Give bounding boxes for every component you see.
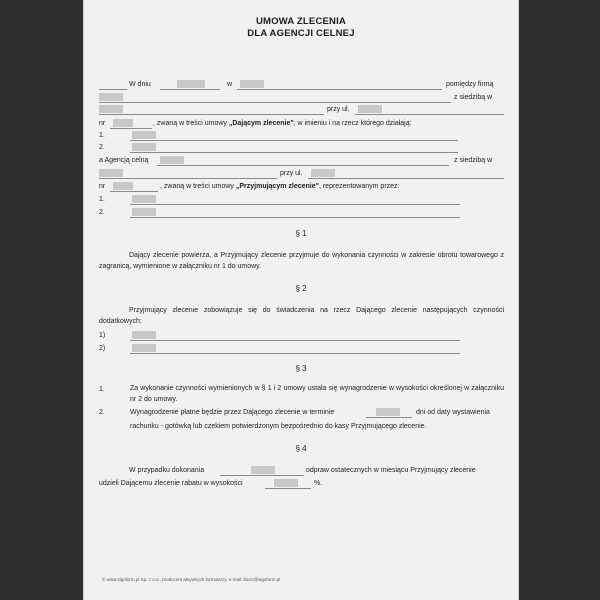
item-2b-number: 2. (99, 209, 105, 216)
agency-street-fill (311, 169, 335, 177)
agency-seat-field[interactable] (99, 178, 277, 179)
s3-text-2-post: dni od daty wystawienia (416, 409, 490, 416)
agency-field[interactable] (157, 165, 449, 166)
place-field-fill (240, 80, 264, 88)
agency-street-field[interactable] (308, 178, 504, 179)
discount-field[interactable] (265, 488, 311, 489)
label-w-dniu: W dniu (129, 81, 151, 88)
s4-text-pre: W przypadku dokonania (129, 467, 205, 474)
representative-2-field[interactable] (130, 152, 458, 153)
representative-2-fill (132, 143, 156, 151)
section-1-text: Dający zlecenie powierza, a Przyjmujący zlecenie przyjmuje do wykonania czynności w zakresie obrotu towarowego z zagranicą, wymienione w załączniku nr 1 do umowy. (99, 252, 504, 270)
payment-days-fill (376, 408, 400, 416)
item-1b-number: 1. (99, 196, 105, 203)
section-4-heading: § 4 (295, 444, 307, 453)
agency-rep-1-fill (132, 195, 156, 203)
company-field-fill (99, 93, 123, 101)
s4-text-mid: odpraw ostatecznych w miesiącu Przyjmujący zlecenie (306, 467, 476, 474)
s4-text-2-pre: udzieli Dającemu zlecenie rabatu w wysokości (99, 480, 243, 487)
agency-rep-2-field[interactable] (130, 217, 460, 218)
label-pomiedzy: pomiędzy firmą (446, 81, 494, 88)
title-line-2: DLA AGENCJI CELNEJ (247, 28, 355, 39)
representative-1-fill (132, 131, 156, 139)
street-field-fill (358, 105, 382, 113)
s4-text-2-post: %. (314, 480, 323, 487)
date-field-fill (177, 80, 205, 88)
street-field[interactable] (355, 114, 504, 115)
title-line-1: UMOWA ZLECENIA (255, 16, 347, 27)
clearances-count-fill (251, 466, 275, 474)
section-3-heading: § 3 (295, 364, 307, 373)
item-2-number: 2. (99, 144, 105, 151)
s2-item-1-fill (132, 331, 156, 339)
representative-1-field[interactable] (130, 140, 458, 141)
company-field[interactable] (99, 102, 451, 103)
seat-field-fill (99, 105, 123, 113)
number-field-fill (113, 119, 133, 127)
item-1-number: 1. (99, 132, 105, 139)
label-nr: nr (99, 120, 106, 127)
place-field[interactable] (237, 89, 442, 90)
label-przy-ul-2: przy ul. (280, 170, 303, 177)
document-page (83, 0, 519, 600)
s2-item-1-number: 1) (99, 332, 106, 339)
label-przy-ul: przy ul. (327, 106, 350, 113)
s3-text-1: Za wykonanie czynności wymienionych w § 1 i 2 umowy ustala się wynagrodzenie w wysokości określonej w załączniku nr 2 do umowy. (130, 385, 504, 403)
label-nr-2: nr (99, 183, 106, 190)
agency-rep-1-field[interactable] (130, 204, 460, 205)
label-z-siedziba: z siedzibą w (454, 94, 493, 101)
label-agencja: a Agencją celną (99, 157, 149, 164)
label-w: w (227, 81, 233, 88)
agency-number-fill (113, 182, 133, 190)
s2-item-2-field[interactable] (130, 353, 460, 354)
number-field[interactable] (110, 128, 152, 129)
s3-text-2-pre: Wynagrodzenie płatne będzie przez Dającego zlecenie w terminie (130, 409, 335, 416)
section-2-heading: § 2 (295, 284, 307, 293)
blank-line[interactable] (99, 89, 127, 90)
s3-text-2-line2: rachunku - gotówką lub czekiem potwierdzonym bezpośrednio do kasy Przyjmującego zlecenie. (130, 423, 427, 430)
agency-number-field[interactable] (110, 191, 158, 192)
section-2-text: Przyjmujący zlecenie zobowiązuje się do świadczenia na rzecz Dającego zlecenie następujących czynności dodatkowych: (99, 307, 504, 325)
footer-copyright: © www.sigoform.pl Sp. z o.o., producent aktywnych formularzy, e-mail: biuro@sigoform.pl (102, 577, 281, 582)
discount-fill (274, 479, 298, 487)
zwana-przyjmujacy: , zwaną w treści umowy „Przyjmującym zlecenie", reprezentowanym przez: (160, 183, 400, 190)
section-1-heading: § 1 (295, 229, 307, 238)
label-z-siedziba-2: z siedzibą w (454, 157, 493, 164)
s2-item-1-field[interactable] (130, 340, 460, 341)
payment-days-field[interactable] (366, 417, 412, 418)
agency-field-fill (160, 156, 184, 164)
agency-seat-fill (99, 169, 123, 177)
agency-rep-2-fill (132, 208, 156, 216)
s3-num-2: 2. (99, 409, 105, 416)
seat-field[interactable] (99, 114, 324, 115)
date-field[interactable] (160, 89, 220, 90)
clearances-count-field[interactable] (220, 475, 304, 476)
s2-item-2-number: 2) (99, 345, 106, 352)
s3-num-1: 1. (99, 386, 105, 393)
zwana-dajacy: , zwaną w treści umowy „Dającym zlecenie", w imieniu i na rzecz którego działają: (153, 120, 412, 127)
s2-item-2-fill (132, 344, 156, 352)
